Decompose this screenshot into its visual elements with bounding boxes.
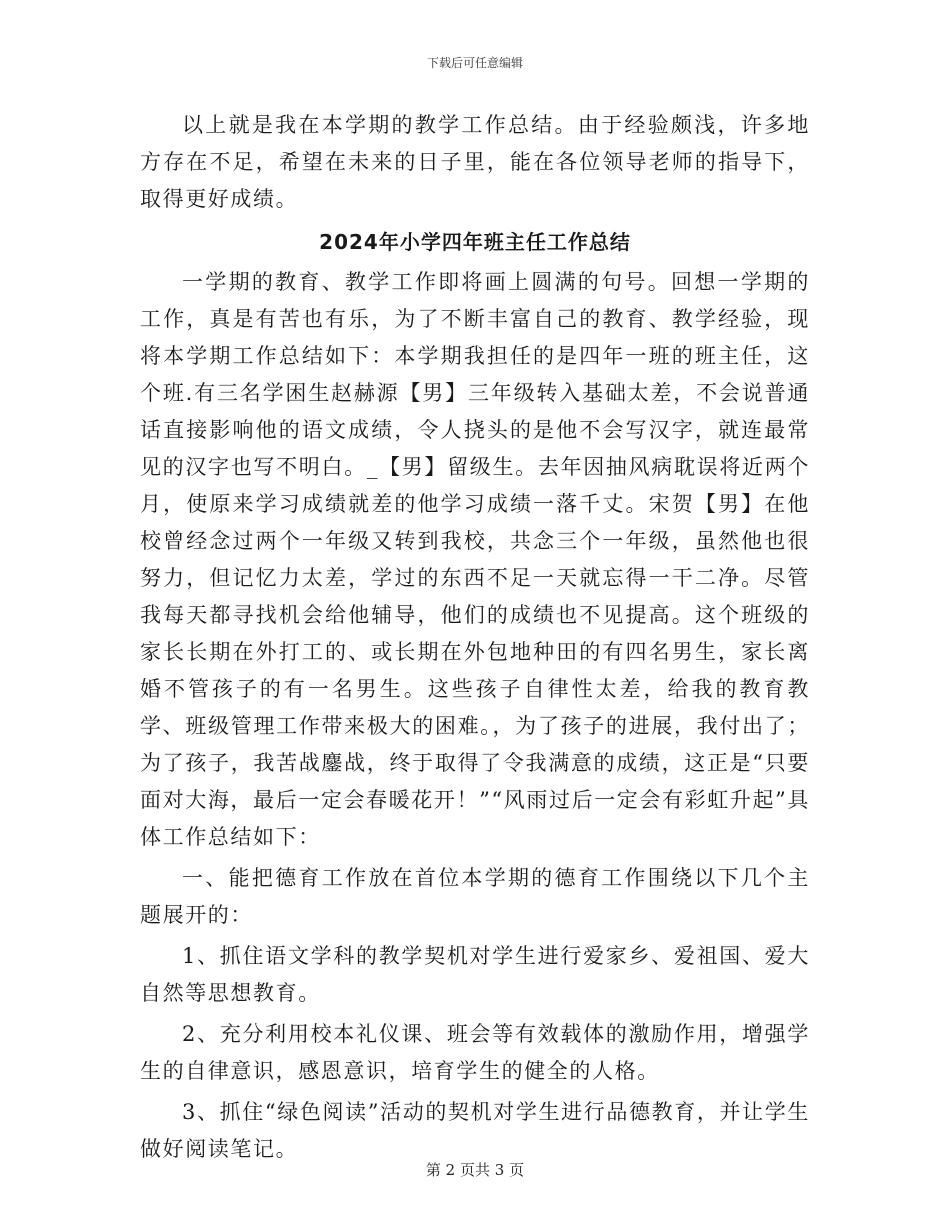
list-item-3: 3、抓住“绿色阅读”活动的契机对学生进行品德教育，并让学生做好阅读笔记。: [140, 1100, 810, 1161]
section-one-heading: 一、能把德育工作放在首位本学期的德育工作围绕以下几个主题展开的：: [140, 866, 810, 927]
main-paragraph: 一学期的教育、教学工作即将画上圆满的句号。回想一学期的工作，真是有苦也有乐，为了不断丰富自己的教育、教学经验，现将本学期工作总结如下：本学期我担任的是四年一班的班主任，这个班.有三名学困生赵赫源【男】三年级转入基础太差，不会说普通话直接影响他的语文成绩，令人挠头的是他不会写汉字，就连最常见的汉字也写不明白。_【男】留级生。去年因抽风病耽误将近两个月，使原来学习成绩就差的他学习成绩一落千丈。宋贺【男】在他校曾经念过两个一年级又转到我校，共念三个一年级，虽然他也很努力，但记忆力太差，学过的东西不足一天就忘得一干二净。尽管我每天都寻找机会给他辅导，他们的成绩也不见提高。这个班级的家长长期在外打工的、或长期在外包地种田的有四名男生，家长离婚不管孩子的有一名男生。这些孩子自律性太差，给我的教育教学、班级管理工作带来极大的困难。，为了孩子的进展，我付出了；为了孩子，我苦战鏖战，终于取得了令我满意的成绩，这正是“只要面对大海，最后一定会春暖花开！”“风雨过后一定会有彩虹升起”具体工作总结如下：: [140, 270, 810, 849]
document-body: [140, 107, 810, 1168]
list-item-2: 2、充分利用校本礼仪课、班会等有效载体的激励作用，增强学生的自律意识，感恩意识，培育学生的健全的人格。: [140, 1022, 810, 1083]
intro-paragraph: 以上就是我在本学期的教学工作总结。由于经验颇浅，许多地方存在不足，希望在未来的日子里，能在各位领导老师的指导下，取得更好成绩。: [140, 113, 810, 211]
document-title: 2024年小学四年班主任工作总结: [319, 230, 631, 254]
list-item-1: 1、抓住语文学科的教学契机对学生进行爱家乡、爱祖国、爱大自然等思想教育。: [140, 944, 810, 1005]
page-indicator: 第 2 页共 3 页: [425, 1161, 525, 1179]
header-note: 下载后可任意编辑: [426, 56, 523, 70]
